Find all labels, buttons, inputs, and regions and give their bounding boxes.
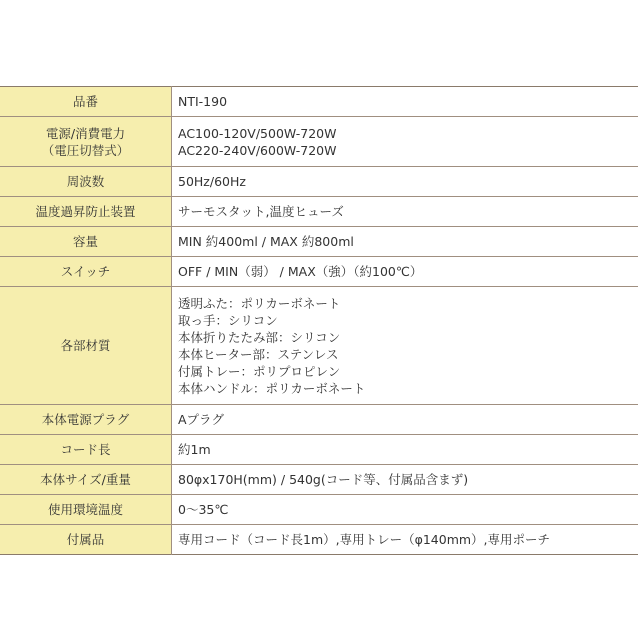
spec-row: [0, 525, 638, 555]
spec-row: [0, 495, 638, 525]
spec-value: 80φx170H(mm) / 540g(コード等、付属品含まず): [178, 472, 469, 487]
spec-value-cell: [172, 287, 639, 405]
spec-row: [0, 257, 638, 287]
spec-table: [0, 86, 638, 555]
spec-label-cell: [0, 465, 172, 495]
spec-value: 本体ハンドル：ポリカーボネート: [178, 380, 366, 396]
spec-value-cell: [172, 495, 639, 525]
spec-value: 取っ手：シリコン: [178, 312, 278, 328]
spec-label: 本体サイズ/重量: [40, 472, 131, 487]
spec-label-cell: [0, 117, 172, 167]
spec-row: [0, 117, 638, 167]
spec-value: サーモスタット,温度ヒューズ: [178, 204, 344, 219]
spec-value: MIN 約400ml / MAX 約800ml: [178, 234, 354, 249]
spec-label: コード長: [60, 442, 111, 457]
spec-label: 容量: [72, 234, 98, 249]
spec-value-cell: [172, 197, 639, 227]
spec-label-cell: [0, 525, 172, 555]
spec-row: [0, 465, 638, 495]
spec-value-cell: [172, 435, 639, 465]
spec-value-cell: [172, 87, 639, 117]
spec-label: 使用環境温度: [47, 502, 123, 517]
spec-row: [0, 405, 638, 435]
spec-value: 50Hz/60Hz: [178, 174, 246, 189]
spec-value: 専用コード（コード長1m）,専用トレー（φ140mm）,専用ポーチ: [178, 532, 551, 547]
spec-label-cell: [0, 167, 172, 197]
spec-label: 温度過昇防止装置: [35, 204, 136, 219]
spec-row: [0, 287, 638, 405]
spec-row: [0, 167, 638, 197]
spec-label-cell: [0, 257, 172, 287]
spec-value-cell: [172, 257, 639, 287]
spec-value: 0～35℃: [178, 502, 229, 517]
spec-value: 透明ふた：ポリカーボネート: [178, 295, 341, 311]
spec-value-cell: [172, 405, 639, 435]
spec-table-body: [0, 87, 638, 555]
spec-label: スイッチ: [60, 264, 111, 279]
spec-row: [0, 227, 638, 257]
spec-row: [0, 87, 638, 117]
spec-value-cell: [172, 167, 639, 197]
spec-value-cell: [172, 465, 639, 495]
spec-value: NTI-190: [178, 94, 228, 109]
spec-value-cell: [172, 525, 639, 555]
spec-label-cell: [0, 495, 172, 525]
spec-label: 本体電源プラグ: [41, 412, 130, 427]
spec-value: AC100-120V/500W-720W: [178, 125, 337, 141]
spec-value-cell: [172, 117, 639, 167]
spec-value: 付属トレー：ポリプロピレン: [178, 363, 341, 379]
spec-value: 本体折りたたみ部：シリコン: [178, 329, 341, 345]
spec-label-cell: [0, 435, 172, 465]
spec-label: 周波数: [66, 174, 105, 189]
spec-row: [0, 197, 638, 227]
spec-label: 各部材質: [60, 338, 111, 353]
spec-label-cell: [0, 87, 172, 117]
spec-value: AC220-240V/600W-720W: [178, 142, 337, 158]
spec-value: Aプラグ: [178, 412, 225, 427]
spec-label: 品番: [72, 94, 98, 109]
spec-label: （電圧切替式）: [41, 142, 130, 158]
spec-value: 本体ヒーター部：ステンレス: [178, 346, 339, 362]
spec-label-cell: [0, 287, 172, 405]
spec-value: 約1m: [178, 442, 211, 457]
spec-label-cell: [0, 197, 172, 227]
spec-label: 付属品: [66, 532, 105, 547]
spec-row: [0, 435, 638, 465]
spec-label-cell: [0, 405, 172, 435]
spec-label: 電源/消費電力: [45, 125, 126, 141]
spec-value-cell: [172, 227, 639, 257]
spec-value: OFF / MIN（弱） / MAX（強）（約100℃）: [178, 264, 423, 279]
spec-label-cell: [0, 227, 172, 257]
